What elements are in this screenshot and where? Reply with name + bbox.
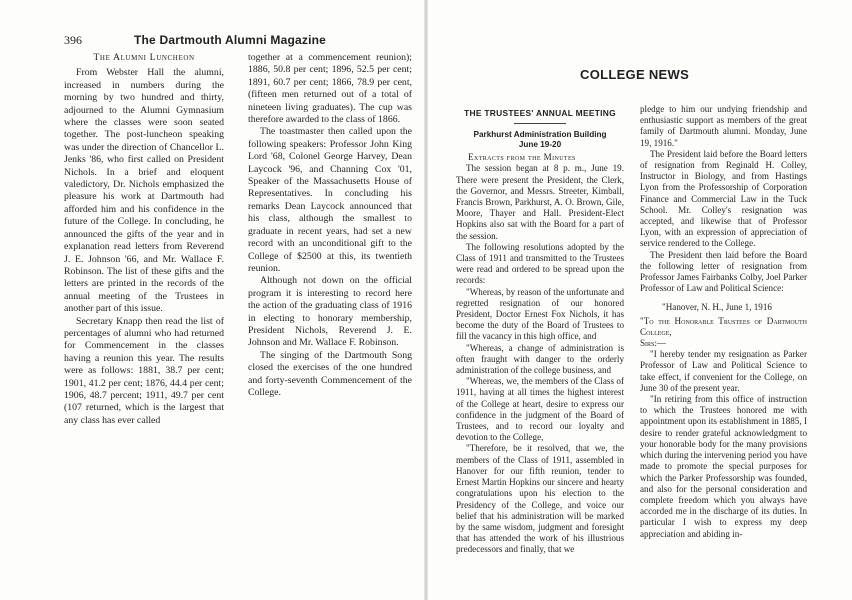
page-number: 396 [64,33,82,47]
letter-date: "Hanover, N. H., June 1, 1916 [662,302,772,313]
paragraph: The President then laid before the Board the following letter of resignation from Professor James Fairbanks Colby, Joel Parker Professor of Law and Political Science: [640,249,807,294]
article-title: THE TRUSTEES' ANNUAL MEETING [464,108,616,118]
magazine-title: The Dartmouth Alumni Magazine [134,33,327,47]
paragraph: The President laid before the Board letters of resignation from Reginald H. Colley, Instructor in Biology, and from Hastings Lyon from the Professorship of Corporation Finance and Commercial Law in the Tuck School. Mr. Colley's resignation was accepted, and likewise that of Professor Lyon, with an expression of appreciation of service rendered to the College. [640,148,807,249]
paragraph: "Whereas, a change of administration is often fraught with danger to the orderly administration of the college business, and [456,342,624,376]
section-heading-alumni-luncheon: The Alumni Luncheon [93,52,195,63]
paragraph: "Whereas, by reason of the unfortunate and regretted resignation of our honored President, Doctor Ernest Fox Nichols, it has become the duty of the Board of Trustees to fill the vacancy in this high office, and [456,286,624,342]
letter-sirs: Sirs:— [640,338,667,349]
paragraph: "Whereas, we, the members of the Class of 1911, having at all times the highest interest of the College at heart, desire to express our confidence in the judgment of the Board of Trustees, and to record our loyalty and devotion to the College, [456,376,624,443]
paragraph: The following resolutions adopted by the Class of 1911 and transmitted to the Trustees were read and ordered to be spread upon the records: [456,241,624,286]
paragraph: "I hereby tender my resignation as Parker Professor of Law and Political Science to take effect, if convenient for the College, on June 30 of the present year. [640,349,807,393]
paragraph: "Therefore, be it resolved, that we, the members of the Class of 1911, assembled in Hanover for our fifth reunion, tender to Ernest Martin Hopkins our sincere and hearty congratulations upon his election to the Presidency of the College, and voice our belief that his administration will be marked by the same wisdom, judgment and foresight that has attended the work of his illustrious predecessors and finally, that we [456,443,624,555]
article-dates: June 19-20 [518,140,562,150]
paragraph: The session began at 8 p. m., June 19. There were present the President, the Clerk, the Governor, and Messrs. Streeter, Kimball, Francis Brown, Parkhurst, A. O. Brown, Gile, Moore, Thayer and Hall. President-Elect Hopkins also sat with the Board for a part of the session. [456,163,624,241]
left-column-2 [248,52,412,399]
section-title-college-news: COLLEGE NEWS [580,67,690,82]
paragraph: pledge to him our undying friendship and enthusiastic support as members of the great family of Dartmouth alumni. Monday, June 19, 1916." [640,104,807,148]
paragraph: From Webster Hall the alumni, increased in numbers during the morning by two hundred and thirty, adjourned to the Alumni Gymnasium where the classes were soon seated together. The post-luncheon speaking was under the direction of Chancellor L. Jenks '86, who first called on President Nichols. In a brief and eloquent valedictory, Dr. Nichols emphasized the pleasure his work at Dartmouth had afforded him and his confidence in the future of the College. In concluding, he announced the gifts of the year and in explanation read letters from Reverend J. E. Johnson '66, and Mr. Wallace F. Robinson. The list of these gifts and the letters are printed in the records of the annual meeting of the Trustees in another part of this issue. [64,67,224,315]
page-gutter [424,0,428,600]
paragraph: Secretary Knapp then read the list of percentages of alumni who had returned for Commencement in the classes having a reunion this year. The results were as follows: 1881, 38.7 per cent; 1901, 41.2 per cent; 1876, 44.4 per cent; 1906, 48.7 percent; 1911, 49.7 per cent (107 returned, which is the largest that any class has ever called [64,315,224,426]
paragraph: together at a commencement reunion); 1886, 50.8 per cent; 1896, 52.5 per cent; 1891, 60.7 per cent; 1866, 78.9 per cent, (fifteen men returned out of a total of nineteen living graduates). The cup was therefore awarded to the class of 1866. [248,52,412,126]
right-column-2 [640,104,807,540]
letter-salutation: "To the Honorable Trustees of Dartmouth College, [640,315,807,337]
title-rule [514,123,566,124]
extracts-heading: Extracts from the Minutes [468,152,576,163]
paragraph: The singing of the Dartmouth Song closed the exercises of the one hundred and forty-seventh Commencement of the College. [248,349,412,398]
paragraph: "In retiring from this office of instruction to which the Trustees honored me with appointment upon its establishment in 1885, I desire to render grateful acknowledgment to your honorable body for the many provisions which during the intervening period you have made to promote the special purposes for which the Parker Professorship was founded, and also for the personal consideration and complete freedom which you always have accorded me in the discharge of its duties. In particular I wish to express my deep appreciation and abiding in- [640,394,807,539]
paragraph: Although not down on the official program it is interesting to record here the action of the graduating class of 1916 in electing to honorary membership, President Nichols, Reverend J. E. Johnson and Mr. Wallace F. Robinson. [248,275,412,349]
paragraph: The toastmaster then called upon the following speakers: Professor John King Lord '68, Colonel George Harvey, Dean Laycock '96, and Channing Cox '01, Speaker of the Massachusetts House of Representatives. In concluding his remarks Dean Laycock announced that his class, although the smallest to graduate in recent years, had set a new record with an unconditional gift to the College of $2500 at this, its twentieth reunion. [248,126,412,274]
article-place: Parkhurst Administration Building [473,130,607,140]
left-column-1 [64,52,224,427]
right-column-1 [456,108,624,556]
